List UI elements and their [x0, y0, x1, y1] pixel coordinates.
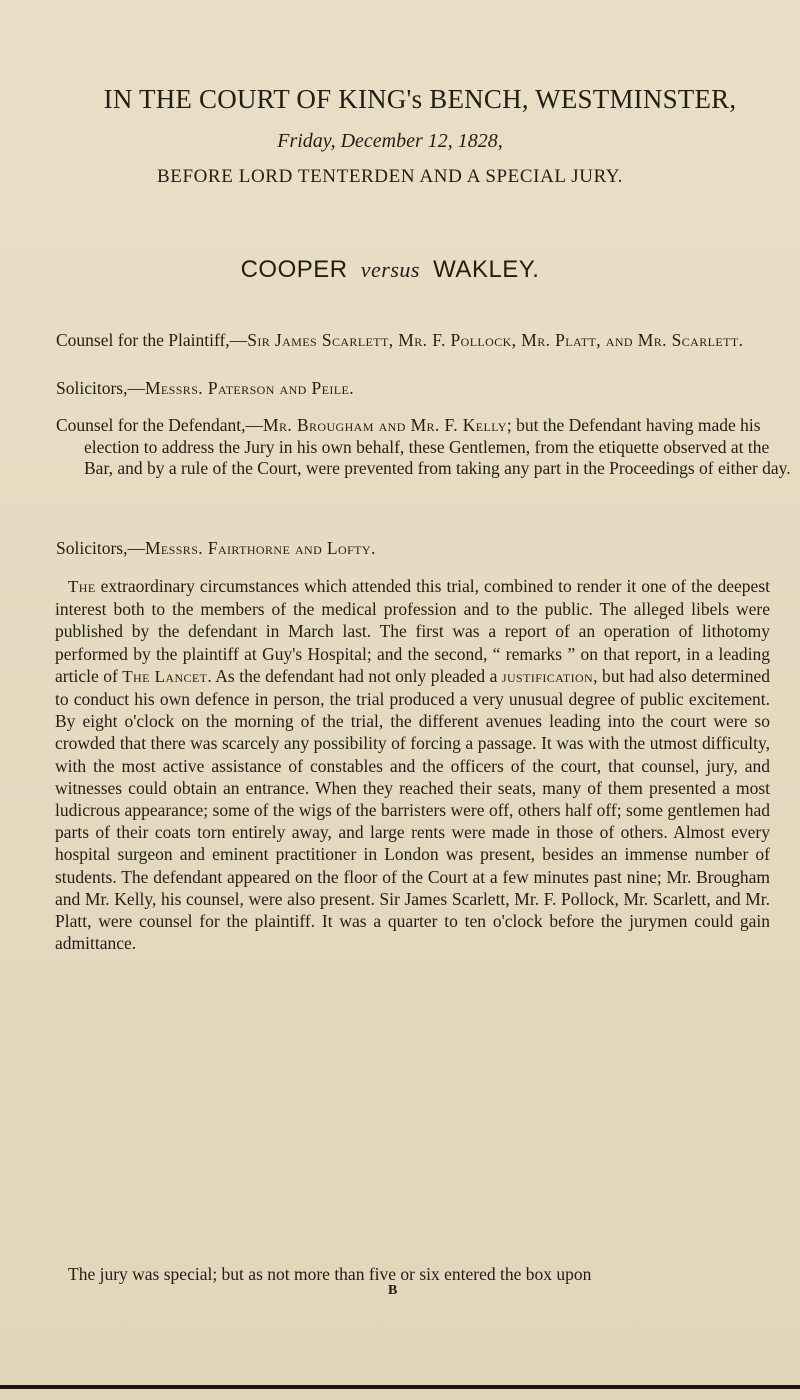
paragraph-text-part2: . As the defendant had not only pleaded a — [207, 665, 502, 686]
solicitors-plaintiff-names: Messrs. Paterson and Peile. — [144, 378, 355, 398]
counsel-defendant-lead: Counsel for the Defendant,— — [56, 415, 264, 435]
plaintiff-name: COOPER — [240, 256, 348, 283]
versus-word: versus — [360, 257, 420, 282]
paragraph-opening-word: The — [68, 577, 96, 596]
defendant-name: WAKLEY. — [433, 256, 540, 283]
date-line: Friday, December 12, 1828, — [277, 130, 503, 152]
counsel-plaintiff-names: Sir James Scarlett, Mr. F. Pollock, Mr. Platt, and Mr. Scarlett. — [247, 330, 744, 350]
before-line: BEFORE LORD TENTERDEN AND A SPECIAL JURY. — [156, 166, 624, 187]
paragraph-text-part1: extraordinary circumstances which attended this trial, combined to render it one of the deepest interest both to the members of the medical profession and to the public. The alleged libels were published by the defendant in March last. The first was a report of an operation of lithotomy performed by the plaintiff at Guy's Hospital; and the second, “ remarks ” on that report, in a leading article of — [55, 576, 770, 686]
counsel-defendant-names: Mr. Brougham and Mr. F. Kelly — [263, 415, 507, 435]
body-paragraph — [55, 575, 770, 954]
second-paragraph: The jury was special; but as not more than five or six entered the box upon — [68, 1264, 592, 1284]
solicitors-defendant-names: Messrs. Fairthorne and Lofty. — [144, 538, 376, 558]
case-title — [90, 256, 690, 284]
solicitors-defendant-lead: Solicitors,— — [56, 538, 145, 558]
bottom-rule — [0, 1385, 800, 1389]
solicitors-plaintiff-entry — [56, 378, 800, 400]
solicitors-plaintiff-lead: Solicitors,— — [56, 378, 145, 398]
counsel-defendant-rest: ; but the Defendant having made his election to address the Jury in his own behalf, these Gentlemen, from the etiquette observed at the Bar, and by a rule of the Court, were prevented from taking any part in the Proceedings of either day. — [84, 415, 791, 478]
paragraph-text-part3: , but had also determined to conduct his own defence in person, the trial produced a very unusual degree of public excitement. By eight o'clock on the morning of the trial, the different avenues leading into the court were so crowded that there was scarcely any possibility of forcing a passage. It was with the utmost difficulty, with the most active assistance of constables and the officers of the court, that counsel, jury, and witnesses could obtain an entrance. When they reached their seats, many of them presented a most ludicrous appearance; some of the wigs of the barristers were off, others half off; some gentlemen had parts of their coats torn entirely away, and large rents were made in those of others. Almost every hospital surgeon and eminent practitioner in London was present, besides an immense number of students. The defendant appeared on the floor of the Court at a few minutes past nine; Mr. Brougham and Mr. Kelly, his counsel, were also present. Sir James Scarlett, Mr. F. Pollock, Mr. Scarlett, and Mr. Platt, were counsel for the plaintiff. It was a quarter to ten o'clock before the jurymen could gain admittance. — [55, 665, 770, 954]
justification-term: justification — [501, 666, 594, 686]
solicitors-defendant-entry — [56, 538, 800, 560]
signature-mark: B — [388, 1283, 398, 1298]
lancet-title: The Lancet — [122, 666, 208, 686]
counsel-plaintiff-lead: Counsel for the Plaintiff,— — [56, 330, 248, 350]
counsel-plaintiff-entry — [56, 330, 800, 352]
counsel-defendant-entry — [56, 415, 800, 480]
court-heading: IN THE COURT OF KING's BENCH, WESTMINSTER, — [103, 84, 737, 114]
